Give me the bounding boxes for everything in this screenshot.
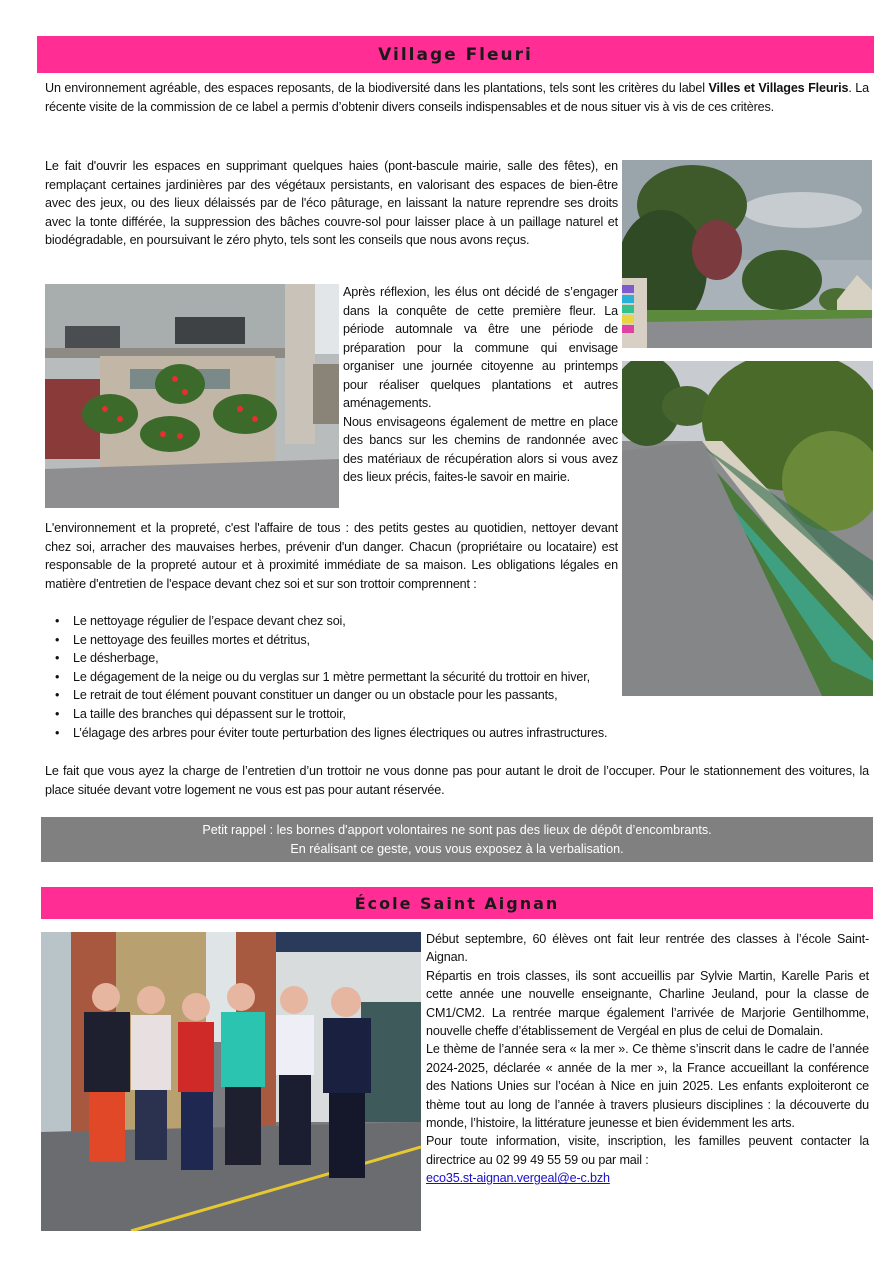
section-title-ecole: École Saint Aignan bbox=[41, 887, 873, 919]
advice-paragraph bbox=[45, 157, 618, 250]
school-text-3: Le thème de l’année sera « la mer ». Ce thème s’inscrit dans le cadre de l’année 2024-2025, déclarée « année de la mer », la France accueillant la conférence des Nations Unies sur l’océan à Nice en juin 2025. Les enfants exploiteront ce thème tout au long de l’année à travers plusieurs disciplines : la découverte du monde, l’histoire, la littérature jeunesse et bien évidemment les arts. bbox=[426, 1042, 869, 1131]
photo-flowered-wall bbox=[45, 284, 339, 508]
school-text-1: Début septembre, 60 élèves ont fait leur rentrée des classes à l’école Saint-Aignan. bbox=[426, 932, 869, 965]
reminder-line-2: En réalisant ce geste, vous vous exposez à la verbalisation. bbox=[290, 841, 624, 856]
cleanliness-text: L'environnement et la propreté, c'est l'affaire de tous : des petits gestes au quotidien, nettoyer devant chez soi, arracher des mauvaises herbes, prévenir d'un danger. Chacun (propriétaire ou locataire) est responsable de la propreté autour et à proximité immédiate de sa maison. Les obligations légales en matière d'entretien de l'espace devant chez soi et sur son trottoir comprennent : bbox=[45, 521, 618, 591]
list-item: • Le nettoyage des feuilles mortes et détritus, bbox=[52, 631, 872, 650]
school-paragraph bbox=[426, 930, 869, 1188]
benches-text: Nous envisageons également de mettre en place des bancs sur les chemins de randonnée avec des matériaux de récupération alors si vous avez des lieux précis, faites-le savoir en mairie. bbox=[343, 414, 618, 484]
parking-paragraph bbox=[45, 762, 869, 799]
list-item: • La taille des branches qui dépassent sur le trottoir, bbox=[52, 705, 872, 724]
school-text-2: Répartis en trois classes, ils sont accueillis par Sylvie Martin, Karelle Paris et cette année une nouvelle enseignante, Charline Jeuland, pour la classe de CM1/CM2. La rentrée marque également l’arrivée de Marjorie Gentilhomme, nouvelle cheffe d’établissement de Vergéal en plus de celui de Domalain. bbox=[426, 968, 869, 1039]
decision-paragraph bbox=[343, 283, 618, 487]
school-email-link[interactable]: eco35.st-aignan.vergeal@e-c.bzh bbox=[426, 1171, 610, 1186]
parking-text: Le fait que vous ayez la charge de l’entretien d’un trottoir ne vous donne pas pour autant le droit de l’occuper. Pour le stationnement des voitures, la place située devant votre logement ne vous est pas pour autant réservée. bbox=[45, 764, 869, 797]
obligations-list bbox=[52, 612, 872, 742]
list-item: • Le retrait de tout élément pouvant constituer un danger ou un obstacle pour les passants, bbox=[52, 686, 872, 705]
advice-text: Le fait d'ouvrir les espaces en supprimant quelques haies (pont-bascule mairie, salle des fêtes), en remplaçant certaines jardinières par des végétaux persistants, en valorisant des espaces de bien-être avec des jeux, ou des lieux délaissés par de l'éco pâturage, en laissant la nature reprendre ses droits avec la tonte différée, la suppression des bâches couvre-sol pour laisser place à un paillage naturel et biodégradable, en poursuivant le zéro phyto, tels sont les conseils que nous avons reçus. bbox=[45, 159, 618, 248]
reminder-box bbox=[41, 817, 873, 862]
section-title-village-fleuri: Village Fleuri bbox=[37, 36, 874, 73]
list-item: • Le dégagement de la neige ou du verglas sur 1 mètre permettant la sécurité du trottoir en hiver, bbox=[52, 668, 618, 687]
intro-text-1: Un environnement agréable, des espaces reposants, de la biodiversité dans les plantations, tels sont les critères du label bbox=[45, 81, 709, 95]
photo-school-team bbox=[41, 932, 421, 1231]
intro-text-2: . La récente visite de la commission de ce label a permis d’obtenir divers conseils indispensables et de nous situer vis à vis de ces critères. bbox=[45, 81, 870, 114]
list-item: • L’élagage des arbres pour éviter toute perturbation des lignes électriques ou autres infrastructures. bbox=[52, 724, 872, 743]
school-text-4: Pour toute information, visite, inscription, les familles peuvent contacter la directrice au 02 99 49 55 59 ou par mail : bbox=[426, 1134, 869, 1167]
label-name: Villes et Villages Fleuris bbox=[708, 81, 849, 95]
list-item: • Le nettoyage régulier de l’espace devant chez soi, bbox=[52, 612, 872, 631]
reminder-line-1: Petit rappel : les bornes d'apport volontaires ne sont pas des lieux de dépôt d’encombrants. bbox=[202, 822, 712, 837]
list-item: • Le désherbage, bbox=[52, 649, 872, 668]
decision-text: Après réflexion, les élus ont décidé de s’engager dans la conquête de cette première fleur. La période automnale va être une période de préparation pour la commune qui envisage organiser une journée citoyenne au printemps pour réaliser quelques plantations et autres aménagements. bbox=[343, 285, 618, 410]
intro-paragraph bbox=[45, 79, 869, 116]
cleanliness-paragraph bbox=[45, 519, 618, 593]
photo-hedge-street bbox=[622, 160, 872, 348]
